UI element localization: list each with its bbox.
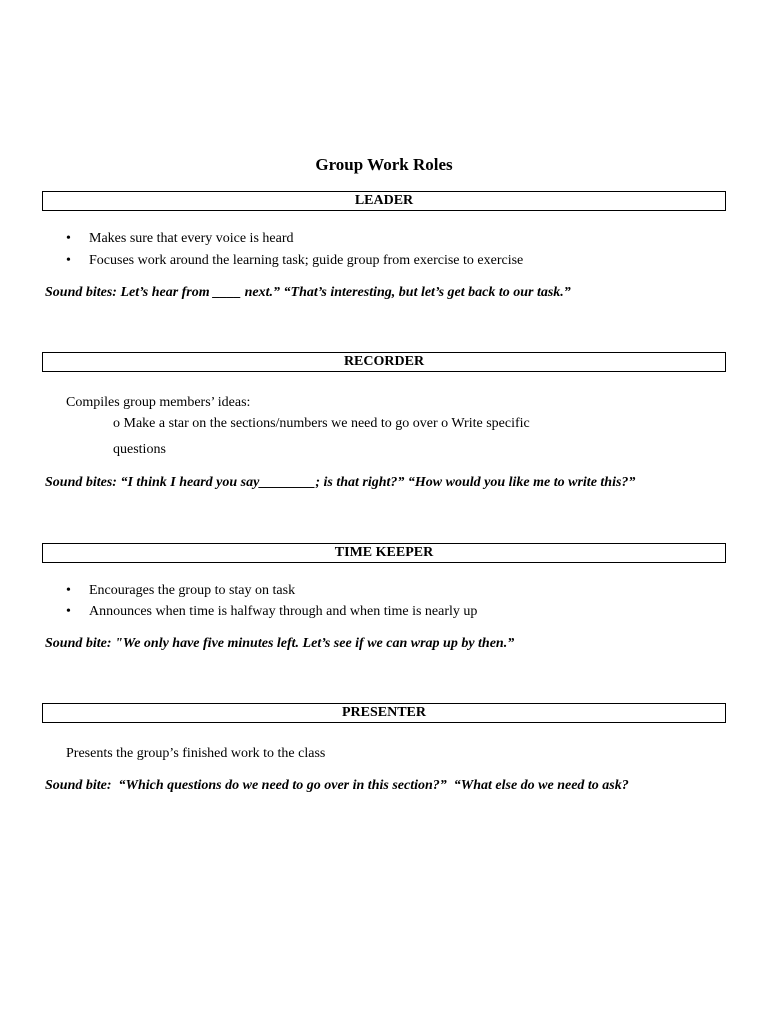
bullet-text: Announces when time is halfway through and when time is nearly up <box>89 604 478 619</box>
bullet-text: Makes sure that every voice is heard <box>89 231 294 246</box>
recorder-line-2: o Make a star on the sections/numbers we need to go over o Write specific <box>113 416 530 431</box>
leader-soundbite: Sound bites: Let’s hear from ____ next.” “That’s interesting, but let’s get back to our task.” <box>45 285 571 300</box>
document-title: Group Work Roles <box>315 155 453 174</box>
timekeeper-bullet-2 <box>66 603 477 621</box>
presenter-soundbite: Sound bite: “Which questions do we need to go over in this section?” “What else do we need to ask? <box>45 778 629 793</box>
presenter-heading: PRESENTER <box>42 703 726 723</box>
bullet-marker: • <box>66 253 71 268</box>
recorder-heading: RECORDER <box>42 352 726 372</box>
leader-heading: LEADER <box>42 191 726 211</box>
recorder-soundbite: Sound bites: “I think I heard you say________; is that right?” “How would you like me to write this?” <box>45 475 636 490</box>
bullet-marker: • <box>66 231 71 246</box>
leader-bullet-2 <box>66 252 523 270</box>
timekeeper-bullet-1 <box>66 582 295 600</box>
recorder-line-1: Compiles group members’ ideas: <box>66 395 251 410</box>
bullet-text: Focuses work around the learning task; guide group from exercise to exercise <box>89 253 524 268</box>
bullet-marker: • <box>66 583 71 598</box>
timekeeper-heading: TIME KEEPER <box>42 543 726 563</box>
bullet-marker: • <box>66 604 71 619</box>
bullet-text: Encourages the group to stay on task <box>89 583 296 598</box>
recorder-line-3: questions <box>113 442 166 457</box>
leader-bullet-1 <box>66 230 293 248</box>
timekeeper-soundbite: Sound bite: "We only have five minutes left. Let’s see if we can wrap up by then.” <box>45 636 515 651</box>
presenter-line-1: Presents the group’s finished work to the class <box>66 746 326 761</box>
